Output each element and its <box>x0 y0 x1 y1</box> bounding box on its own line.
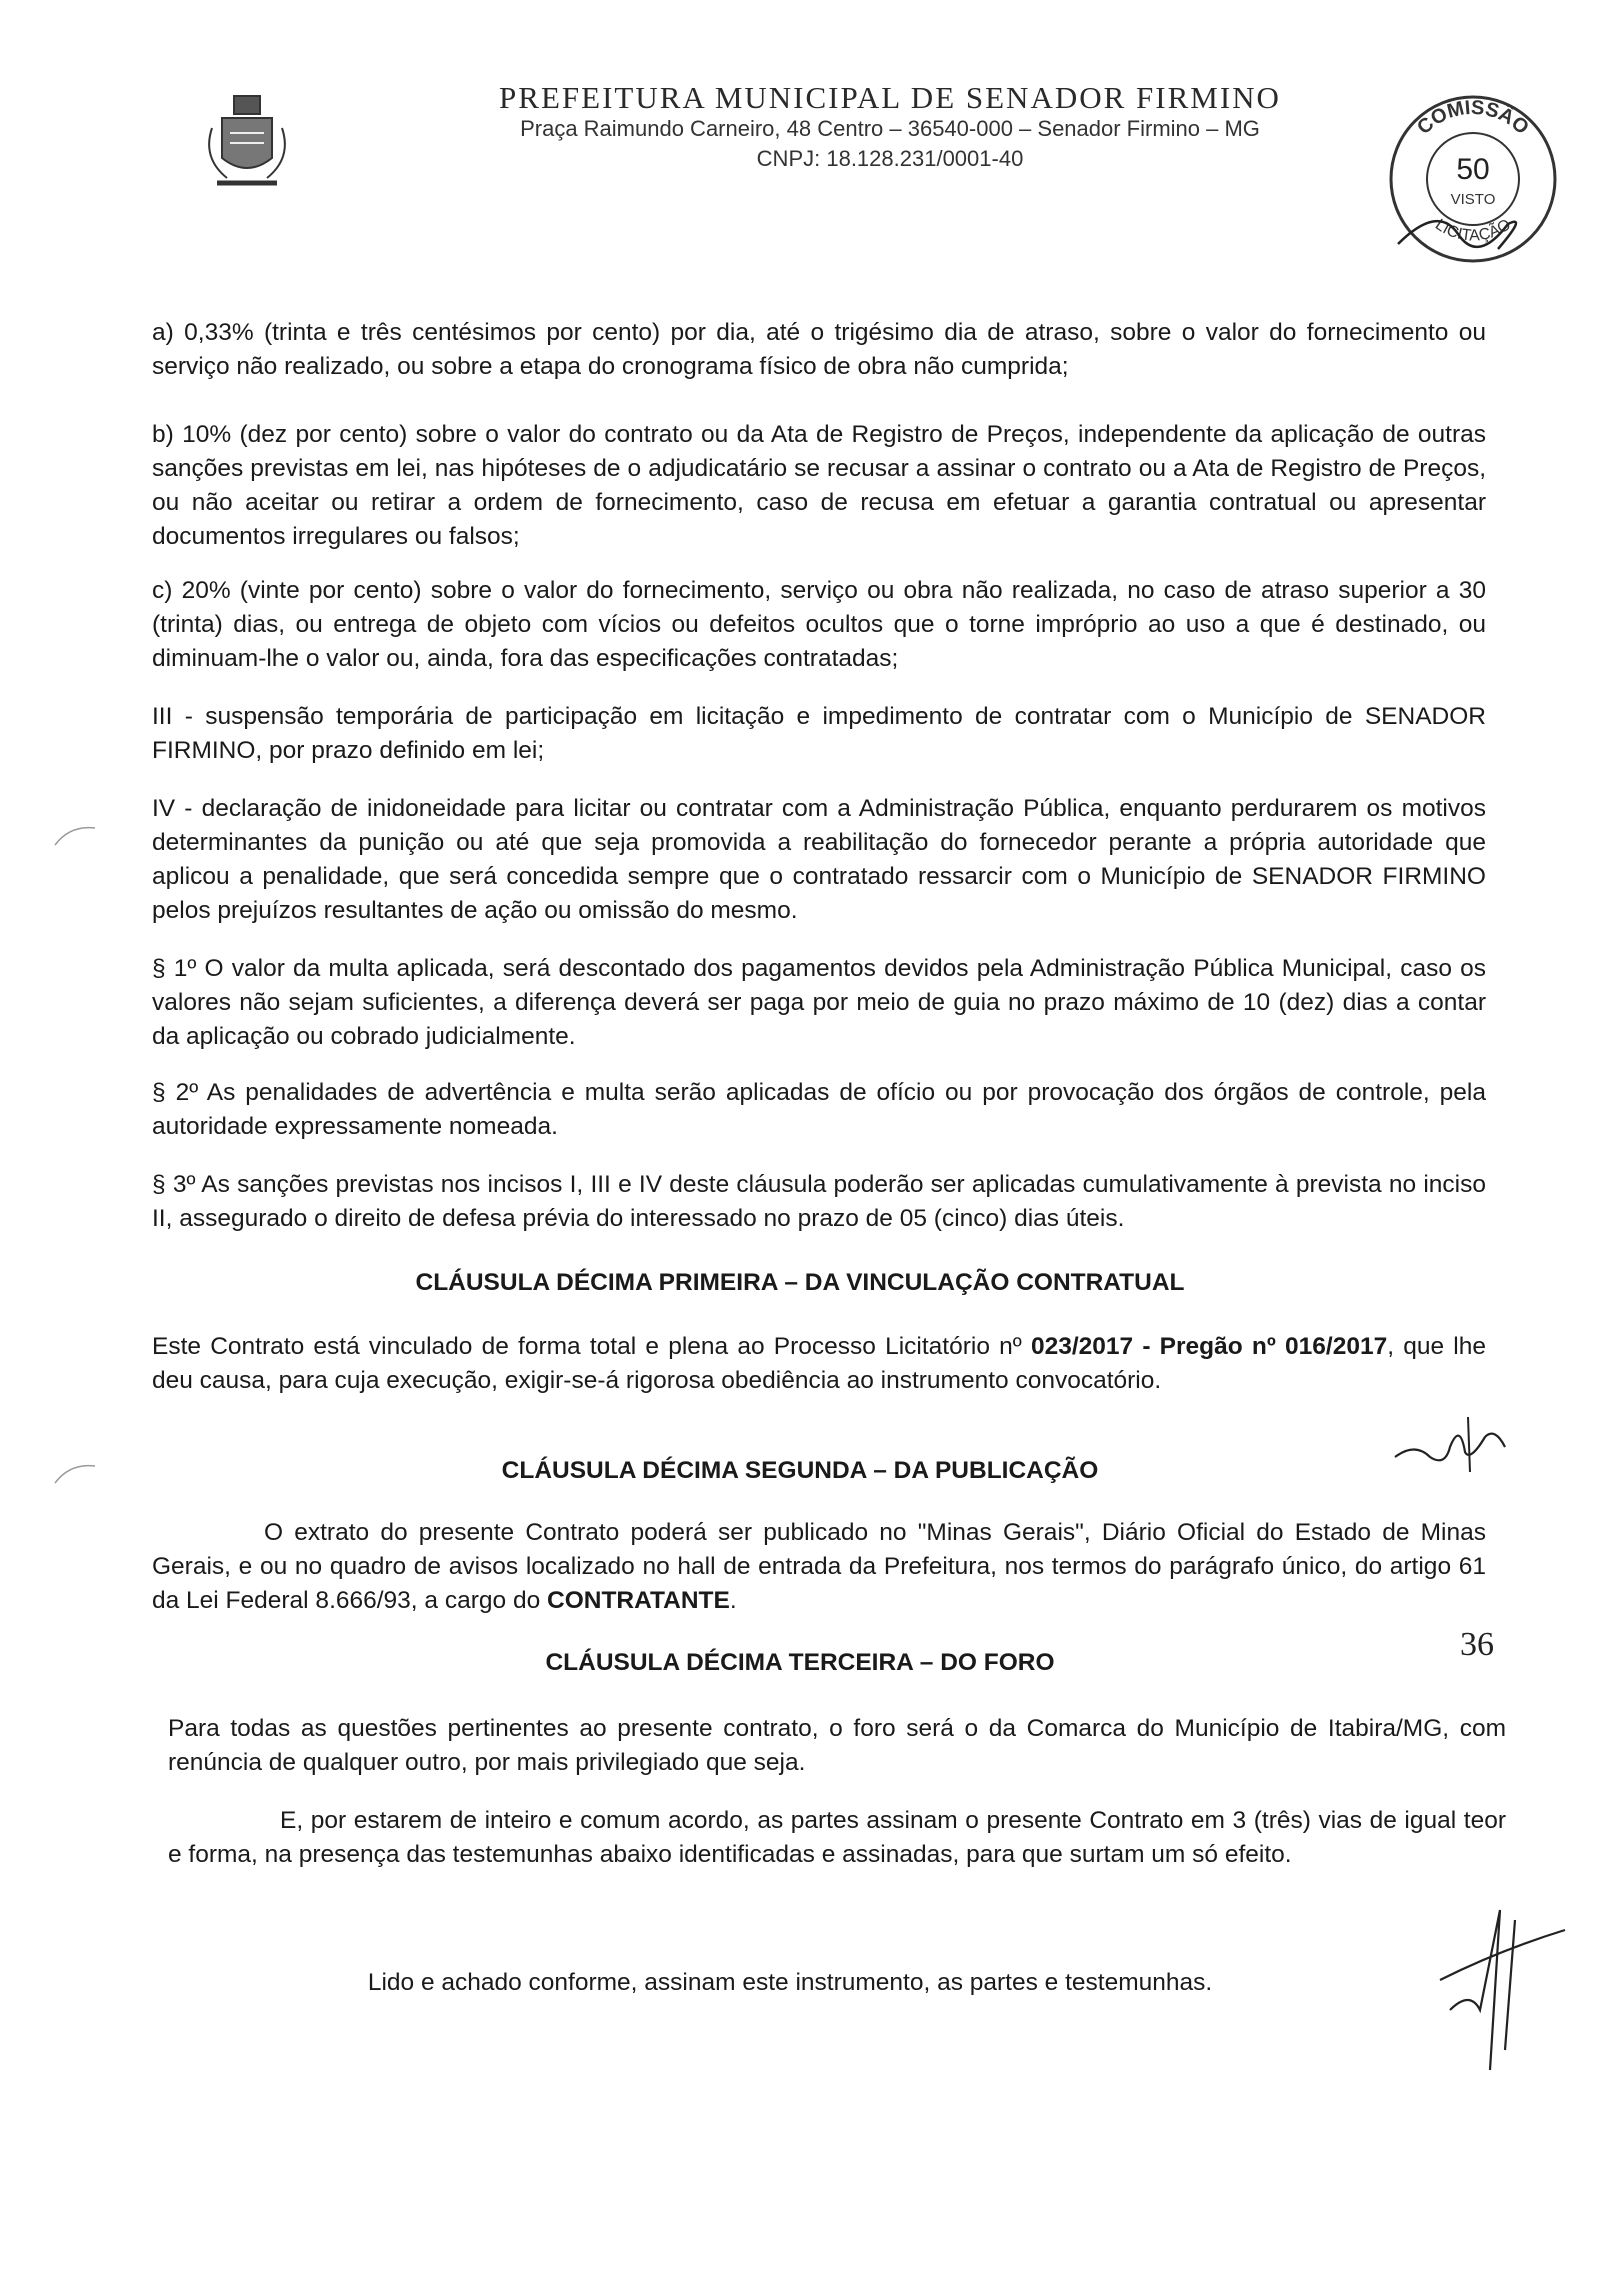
clause-12-text-end: . <box>729 1587 737 1614</box>
stamp-top-text: COMISSÃO <box>1413 96 1533 140</box>
process-number: 023/2017 - Pregão nº 016/2017 <box>1030 1333 1388 1360</box>
clause-11-text-end: , que lhe deu causa, para cuja execução, exigir-se-á rigorosa obediência ao instrumento convocatório. <box>152 1333 1487 1394</box>
stamp-bottom-text: LICITAÇÃO <box>1432 216 1514 245</box>
stamp-middle-text: VISTO <box>1450 191 1496 208</box>
margin-signature <box>1420 1880 1570 2080</box>
penalty-item-c: c) 20% (vinte por cento) sobre o valor do fornecimento, serviço ou obra não realizada, no caso de atraso superior a 30 (trinta) dias, ou entrega de objeto com vícios ou defeitos ocultos que o torne impróprio ao uso a que é destinado, ou diminuam-lhe o valor ou, ainda, fora das especificações contratadas; <box>152 577 1486 672</box>
clause-11-text-part: Este Contrato está vinculado de forma total e plena ao Processo Licitatório nº <box>152 1333 1031 1360</box>
institution-cnpj: CNPJ: 18.128.231/0001-40 <box>756 146 1024 171</box>
binding-mark-icon <box>50 820 100 850</box>
clause-11-text <box>152 1330 1486 1398</box>
clause-12-text <box>152 1516 1486 1618</box>
institution-name: PREFEITURA MUNICIPAL DE SENADOR FIRMINO <box>499 80 1281 115</box>
paragraph-2: § 2º As penalidades de advertência e multa serão aplicadas de ofício ou por provocação dos órgãos de controle, pela autoridade expressamente nomeada. <box>152 1079 1486 1140</box>
institution-address: Praça Raimundo Carneiro, 48 Centro – 36540-000 – Senador Firmino – MG <box>520 116 1260 141</box>
clause-13-heading: CLÁUSULA DÉCIMA TERCEIRA – DO FORO <box>545 1649 1055 1676</box>
clause-11-heading: CLÁUSULA DÉCIMA PRIMEIRA – DA VINCULAÇÃO CONTRATUAL <box>415 1269 1185 1296</box>
page-number: 36 <box>1460 1626 1494 1663</box>
agreement-text: E, por estarem de inteiro e comum acordo, as partes assinam o presente Contrato em 3 (três) vias de igual teor e forma, na presença das testemunhas abaixo identificadas e assinadas, para que surtam um só efeito. <box>168 1807 1506 1868</box>
commission-stamp <box>1378 84 1568 274</box>
clause-12-heading: CLÁUSULA DÉCIMA SEGUNDA – DA PUBLICAÇÃO <box>501 1457 1099 1484</box>
closing-statement: Lido e achado conforme, assinam este instrumento, as partes e testemunhas. <box>367 1969 1213 1996</box>
penalty-item-iv: IV - declaração de inidoneidade para licitar ou contratar com a Administração Pública, enquanto perdurarem os motivos determinantes da punição ou até que seja promovida a reabilitação do fornecedor perante a própria autoridade que aplicou a penalidade, que será concedida sempre que o contratado ressarcir com o Município de SENADOR FIRMINO pelos prejuízos resultantes de ação ou omissão do mesmo. <box>152 795 1486 924</box>
stamp-number: 50 <box>1456 153 1490 186</box>
penalty-item-b: b) 10% (dez por cento) sobre o valor do contrato ou da Ata de Registro de Preços, independente da aplicação de outras sanções previstas em lei, nas hipóteses de o adjudicatário se recusar a assinar o contrato ou a Ata de Registro de Preços, ou não aceitar ou retirar a ordem de fornecimento, caso de recusa em efetuar a garantia contratual ou apresentar documentos irregulares ou falsos; <box>152 421 1486 550</box>
clause-12-text-part: O extrato do presente Contrato poderá ser publicado no "Minas Gerais", Diário Oficial do Estado de Minas Gerais, e ou no quadro de avisos localizado no hall de entrada da Prefeitura, nos termos do parágrafo único, do artigo 61 da Lei Federal 8.666/93, a cargo do <box>152 1519 1486 1614</box>
binding-mark-icon <box>50 1458 100 1488</box>
paragraph-1: § 1º O valor da multa aplicada, será descontado dos pagamentos devidos pela Administração Pública Municipal, caso os valores não sejam suficientes, a diferença deverá ser paga por meio de guia no prazo máximo de 10 (dez) dias a contar da aplicação ou cobrado judicialmente. <box>152 955 1486 1050</box>
initials-signature <box>1390 1402 1520 1472</box>
clause-13-text: Para todas as questões pertinentes ao presente contrato, o foro será o da Comarca do Município de Itabira/MG, com renúncia de qualquer outro, por mais privilegiado que seja. <box>168 1715 1506 1776</box>
penalty-item-iii: III - suspensão temporária de participação em licitação e impedimento de contratar com o Município de SENADOR FIRMINO, por prazo definido em lei; <box>152 703 1486 764</box>
paragraph-3: § 3º As sanções previstas nos incisos I, III e IV deste cláusula poderão ser aplicadas cumulativamente à prevista no inciso II, assegurado o direito de defesa prévia do interessado no prazo de 05 (cinco) dias úteis. <box>152 1171 1486 1232</box>
contratante-label: CONTRATANTE <box>547 1587 730 1614</box>
penalty-item-a: a) 0,33% (trinta e três centésimos por cento) por dia, até o trigésimo dia de atraso, sobre o valor do fornecimento ou serviço não realizado, ou sobre a etapa do cronograma físico de obra não cumprida; <box>152 319 1486 380</box>
